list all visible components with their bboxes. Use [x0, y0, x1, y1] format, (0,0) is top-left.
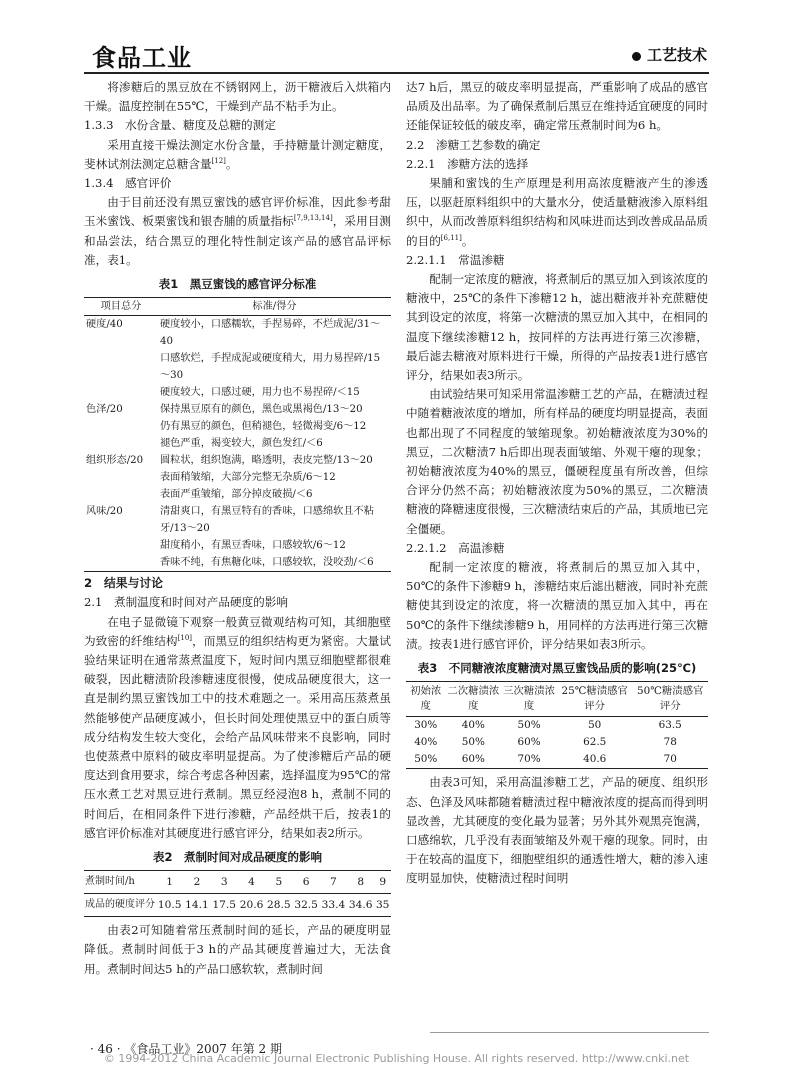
table-row — [84, 401, 391, 418]
citation: [12] — [211, 156, 226, 165]
copyright-notice: © 1994-2012 China Academic Journal Electronic Publishing House. All rights reserved. http://www.cnki.net — [103, 1052, 690, 1065]
paragraph-text: 。 — [225, 156, 238, 171]
table-1-header: 标准/得分 — [158, 298, 391, 316]
paragraph-text: ，采用目测和品尝法，结合黑豆的理化特性制定该产品的感官品评标准，表1。 — [84, 214, 391, 267]
paragraph-text: 。 — [461, 233, 474, 248]
table-3-header: 初始浓度 — [406, 682, 446, 717]
paragraph-text: 由于目前还没有黑豆蜜饯的感官评价标准，因此参考甜玉米蜜饯、板栗蜜饯和银杏脯的质量指标 — [84, 195, 391, 229]
table-cell: 甜度稍小，有黑豆香味，口感较软/6～12 — [160, 540, 346, 552]
table-cell: 硬度较大，口感过硬，用力也不易捏碎/＜15 — [160, 387, 360, 399]
table-cell: 1 — [156, 871, 183, 894]
table-1 — [84, 297, 391, 572]
table-cell: 硬度较小，口感糯软，手捏易碎，不烂成泥/31～40 — [160, 319, 381, 348]
paragraph-continued: 达7 h后，黑豆的破皮率明显提高，严重影响了成品的感官品质及出品率。为了确保煮制后黑豆在维持适宜硬度的同时还能保证较低的破皮率，确定常压煮制时间为6 h。 — [406, 80, 708, 133]
table-cell: 成品的硬度评分 — [84, 894, 156, 917]
table-cell: 保持黑豆原有的颜色，黑色或黑褐色/13～20 — [160, 404, 363, 416]
table-cell: 50 — [588, 719, 602, 732]
table-row — [84, 871, 391, 894]
table-cell: 10.5 — [156, 894, 183, 917]
table-cell — [84, 486, 158, 503]
page-footer: · 46 · 《食品工业》2007 年第 2 期 — [90, 1042, 282, 1056]
paragraph-2-2-1-1: 配制一定浓度的糖液，将煮制后的黑豆加入到该浓度的糖液中，25℃的条件下渗糖12 h，滤出糖液并补充蔗糖使其到设定的浓度，将第一次糖渍的黑豆加入其中，在相同的温度下继续渗糖12 h，按同样的方法再进行第三次渗糖，最后滤去糖液对原料进行干燥，所得的产品按表1进行感官评分，结果如表3所示。 — [406, 272, 708, 383]
table-cell — [84, 435, 158, 452]
table-row — [84, 418, 391, 435]
table-cell: 40% — [414, 736, 438, 749]
table-cell: 70% — [501, 751, 557, 769]
heading-1-3-3: 1.3.3 水份含量、糖度及总糖的测定 — [84, 118, 276, 133]
table-3-caption: 表3 不同糖液浓度糖渍对黑豆蜜饯品质的影响(25℃) — [417, 661, 697, 676]
table-cell: 6 — [292, 871, 319, 894]
paragraph-2-1 — [84, 613, 391, 843]
paragraph-drying: 将渗糖后的黑豆放在不锈钢网上，沥干糖液后入烘箱内干燥。温度控制在55℃，干燥到产品不粘手为止。 — [84, 80, 391, 114]
table-cell — [84, 350, 158, 384]
table-row — [406, 717, 708, 735]
table-cell: 14.1 — [183, 894, 210, 917]
paragraph-1-3-4 — [84, 193, 391, 270]
paragraph-text: 在电子显微镜下观察一般黄豆微观结构可知，其细胞壁为致密的纤维结构 — [84, 614, 391, 648]
heading-2-2-1-2: 2.2.1.2 高温渗糖 — [406, 540, 505, 555]
right-column — [406, 78, 708, 889]
table-cell: 63.5 — [658, 719, 682, 732]
paragraph-1-3-3 — [84, 136, 391, 174]
table-cell: 50% — [406, 751, 446, 769]
table-row — [84, 452, 391, 469]
paragraph-text: 果脯和蜜饯的生产原理是利用高浓度糖液产生的渗透压，以驱赶原料组织中的大量水分，使适量糖液渗入原料组织中，从而改善原料组织结构和风味进而达到改善成品品质的目的 — [406, 176, 708, 248]
table-cell: 5 — [265, 871, 292, 894]
table-cell: 圆粒状，组织饱满，略透明，表皮完整/13～20 — [160, 455, 373, 467]
table-row — [84, 537, 391, 554]
header-rule — [84, 72, 709, 74]
paragraph-text: 采用直接干燥法测定水份含量，手持糖量计测定糖度，斐林试剂法测定总糖含量 — [84, 137, 391, 171]
table-row — [84, 350, 391, 384]
table-cell: 40% — [461, 719, 485, 732]
table-cell — [84, 384, 158, 401]
table-cell: 40.6 — [557, 751, 633, 769]
table-cell: 4 — [238, 871, 265, 894]
citation: [7,9,13,14] — [293, 214, 333, 223]
table-row — [84, 554, 391, 572]
table-cell: 50% — [517, 719, 541, 732]
table-row — [406, 751, 708, 769]
table-cell: 仍有黑豆的颜色，但稍褪色，轻微褐变/6～12 — [160, 421, 367, 433]
paragraph-table-3: 由表3可知，采用高温渗糖工艺，产品的硬度、组织形态、色泽及风味都随着糖渍过程中糖液浓度的提高而得到明显改善，尤其硬度的变化最为显著；另外其外观黑亮饱满，口感绵软，几乎没有表面皱缩及外观干瘪的现象。同时，由于在较高的温度下，细胞壁组织的通透性增大，糖的渗入速度明显加快，使糖渍过程时间明 — [406, 775, 708, 886]
table-cell: 7 — [320, 871, 347, 894]
table-cell: 硬度/40 — [86, 319, 123, 331]
table-cell: 60% — [446, 751, 502, 769]
paragraph-2-2-1-1-results: 由试验结果可知采用常温渗糖工艺的产品，在糖渍过程中随着糖液浓度的增加，所有样品的硬度均明显提高，表面也都出现了不同程度的皱缩现象。初始糖液浓度为30%的黑豆，二次糖渍7 h后即出现表面皱缩、外观干瘪的现象；初始糖液浓度为40%的黑豆，僵硬程度虽有所改善，但综合评分仍然不高；初始糖液浓度为50%的黑豆，二次糖渍糖液的降糖速度很慢，三次糖渍结束后的产品，其质地已完全僵硬。 — [406, 387, 708, 536]
table-3-header: 三次糖渍浓度 — [501, 682, 557, 717]
table-cell: 表面稍皱缩，大部分完整无杂质/6～12 — [160, 472, 336, 484]
table-cell — [84, 469, 158, 486]
table-3-header: 25℃糖渍感官评分 — [557, 682, 633, 717]
journal-logo: 食品工业 — [92, 43, 192, 72]
table-row — [84, 316, 391, 351]
table-cell: 口感软烂，手捏成泥或硬度稍大，用力易捏碎/15～30 — [160, 353, 381, 382]
left-column — [84, 78, 391, 979]
heading-2-1: 2.1 煮制温度和时间对产品硬度的影响 — [84, 595, 288, 610]
table-cell: 28.5 — [265, 894, 292, 917]
table-cell: 香味不纯，有焦糖化味，口感较软，没咬劲/＜6 — [158, 554, 391, 572]
table-row — [84, 503, 391, 537]
table-row — [84, 435, 391, 452]
table-cell: 32.5 — [292, 894, 319, 917]
table-cell: 9 — [374, 871, 391, 894]
table-3 — [406, 681, 708, 769]
table-cell: 组织形态/20 — [86, 455, 144, 467]
table-cell: 表面严重皱缩，部分掉皮破损/＜6 — [160, 489, 313, 501]
table-2-caption: 表2 煮制时间对成品硬度的影响 — [153, 850, 322, 865]
bullet-icon — [632, 52, 641, 61]
table-row — [406, 734, 708, 751]
paragraph-table-2: 由表2可知随着常压煮制时间的延长，产品的硬度明显降低。煮制时间低于3 h的产品其硬度普遍过大，无法食用。煮制时间达5 h的产品口感软软，煮制时间 — [84, 923, 391, 976]
table-cell — [84, 537, 158, 554]
table-cell: 30% — [414, 719, 438, 732]
table-cell — [84, 554, 158, 572]
citation: [10] — [177, 633, 193, 642]
heading-1-3-4: 1.3.4 感官评价 — [84, 176, 172, 191]
table-cell: 褪色严重，褐变较大，颜色发红/＜6 — [160, 438, 323, 450]
table-cell: 清甜爽口，有黑豆特有的香味，口感绵软且不粘牙/13～20 — [160, 506, 374, 535]
table-row — [84, 384, 391, 401]
paragraph-2-2-1 — [406, 174, 708, 251]
table-cell: 78 — [663, 736, 677, 749]
table-row — [84, 894, 391, 917]
table-row — [84, 486, 391, 503]
footer-rule — [430, 1032, 709, 1033]
table-3-header: 50℃糖渍感官评分 — [632, 682, 708, 717]
table-cell: 70 — [632, 751, 708, 769]
paragraph-2-2-1-2: 配制一定浓度的糖液，将煮制后的黑豆加入其中，50℃的条件下渗糖9 h，渗糖结束后滤出糖液，同时补充蔗糖使其到设定的浓度，将一次糖渍的黑豆加入其中，再在50℃的条件下继续渗糖9 h，用同样的方法再进行第三次糖渍。按表1进行感官评价，评分结果如表3所示。 — [406, 560, 708, 651]
table-cell: 色泽/20 — [86, 404, 123, 416]
citation: [6,11] — [440, 233, 462, 242]
heading-2-2-1-1: 2.2.1.1 常温渗糖 — [406, 252, 505, 267]
heading-2-2-1: 2.2.1 渗糖方法的选择 — [406, 156, 529, 171]
table-cell: 60% — [517, 736, 541, 749]
table-row — [84, 469, 391, 486]
table-cell: 煮制时间/h — [84, 871, 156, 894]
section-label-text: 工艺技术 — [646, 46, 707, 64]
table-cell: 50% — [461, 736, 485, 749]
table-1-caption: 表1 黑豆蜜饯的感官评分标准 — [158, 277, 317, 292]
table-cell: 17.5 — [211, 894, 238, 917]
table-cell: 34.6 — [347, 894, 374, 917]
table-2 — [84, 870, 391, 917]
heading-2: 2 结果与讨论 — [84, 576, 163, 591]
table-cell: 3 — [211, 871, 238, 894]
table-1-header: 项目总分 — [84, 298, 158, 316]
table-cell: 35 — [374, 894, 391, 917]
table-cell — [84, 418, 158, 435]
table-cell: 33.4 — [320, 894, 347, 917]
table-cell: 20.6 — [238, 894, 265, 917]
table-3-header: 二次糖渍浓度 — [446, 682, 502, 717]
table-cell: 风味/20 — [86, 506, 123, 518]
section-label — [632, 44, 707, 65]
table-cell: 8 — [347, 871, 374, 894]
table-cell: 62.5 — [583, 736, 607, 749]
heading-2-2: 2.2 渗糖工艺参数的确定 — [406, 137, 541, 152]
table-cell: 2 — [183, 871, 210, 894]
paragraph-text: ，而黑豆的组织结构更为紧密。大量试验结果证明在通常蒸煮温度下，短时间内黑豆细胞壁都很难破裂，因此糖渍阶段渗糖速度很慢，使成品硬度很大，这一直是制约黑豆蜜饯加工中的技术难题之一。采用高压蒸煮虽然能够使产品硬度减小，但长时间处理使黑豆中的蛋白质等成分结构发生较大变化，会给产品风味带来不良影响，同时也使蒸煮中原料的破皮率明显提高。为了使渗糖后产品的硬度达到食用要求，综合考虑各种因素，选择温度为95℃的常压水煮工艺对黑豆进行煮制。黑豆经浸泡8 h，煮制不同的时间后，在相同条件下进行渗糖，产品经烘干后，按表1的感官评价标准对其硬度进行感官评分，结果如表2所示。 — [84, 633, 391, 840]
